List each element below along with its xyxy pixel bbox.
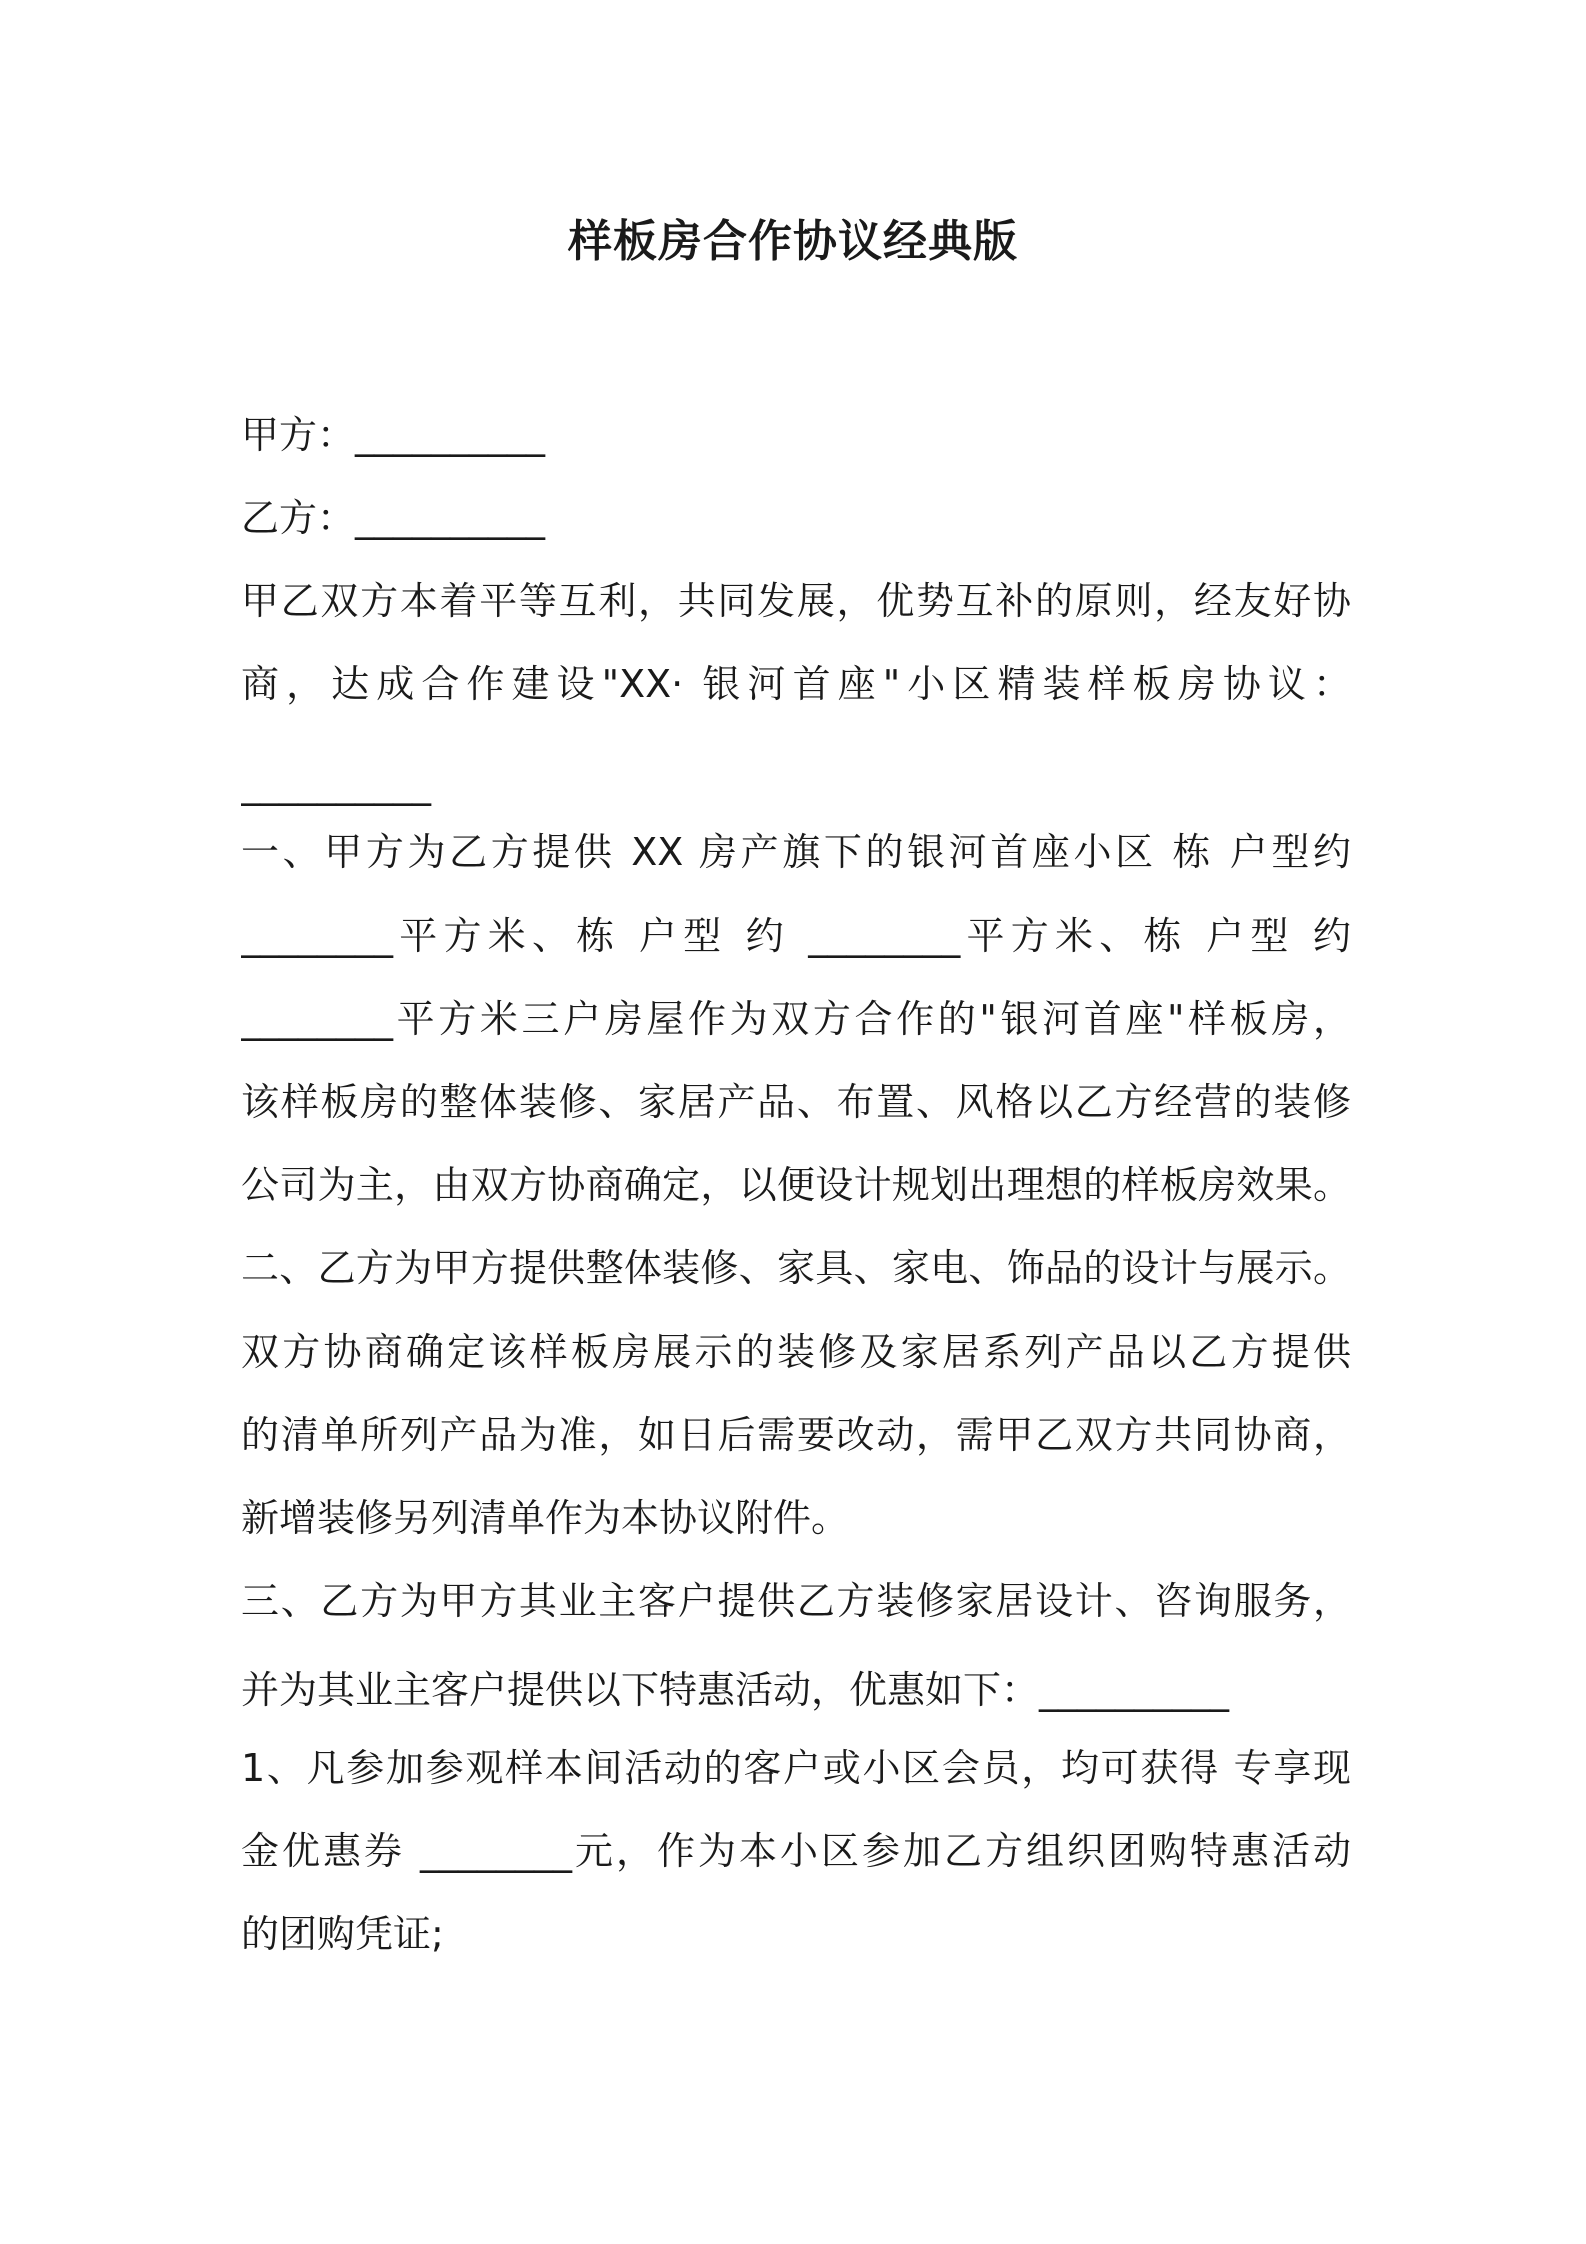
clause-2-line-2: 双方协商确定该样板房展示的装修及家居系列产品以乙方提供 [241,1330,1351,1374]
party-a-line: 甲方：__________ [241,413,546,457]
clause-1-line-1: 一、甲方为乙方提供 XX 房产旗下的银河首座小区 栋 户型约 [241,830,1351,874]
party-b-line: 乙方：__________ [241,496,546,540]
preamble-line-2: 商，达成合作建设"XX· 银河首座"小区精装样板房协议： [241,662,1351,706]
preamble-blank-line: __________ [241,762,431,806]
clause-3-item-1-line-2: 金优惠券 ________元，作为本小区参加乙方组织团购特惠活动 [241,1829,1351,1873]
clause-1-line-5: 公司为主，由双方协商确定，以便设计规划出理想的样板房效果。 [241,1163,1351,1207]
clause-3-item-1-line-3: 的团购凭证; [241,1912,444,1956]
clause-1-line-3: ________平方米三户房屋作为双方合作的"银河首座"样板房， [241,997,1351,1041]
clause-3-line-1: 三、乙方为甲方其业主客户提供乙方装修家居设计、咨询服务， [241,1579,1351,1623]
clause-2-line-1: 二、乙方为甲方提供整体装修、家具、家电、饰品的设计与展示。 [241,1246,1351,1290]
clause-3-line-2: 并为其业主客户提供以下特惠活动，优惠如下：__________ [241,1668,1230,1712]
preamble-line-1: 甲乙双方本着平等互利，共同发展，优势互补的原则，经友好协 [241,579,1351,623]
clause-1-line-2: ________平方米、栋 户型 约 ________平方米、栋 户型 约 [241,914,1351,958]
clause-2-line-4: 新增装修另列清单作为本协议附件。 [241,1496,850,1540]
document-title: 样板房合作协议经典版 [568,216,1018,267]
clause-2-line-3: 的清单所列产品为准，如日后需要改动，需甲乙双方共同协商， [241,1413,1351,1457]
clause-3-item-1-line-1: 1、凡参加参观样本间活动的客户或小区会员，均可获得 专享现 [241,1746,1351,1790]
clause-1-line-4: 该样板房的整体装修、家居产品、布置、风格以乙方经营的装修 [241,1080,1351,1124]
